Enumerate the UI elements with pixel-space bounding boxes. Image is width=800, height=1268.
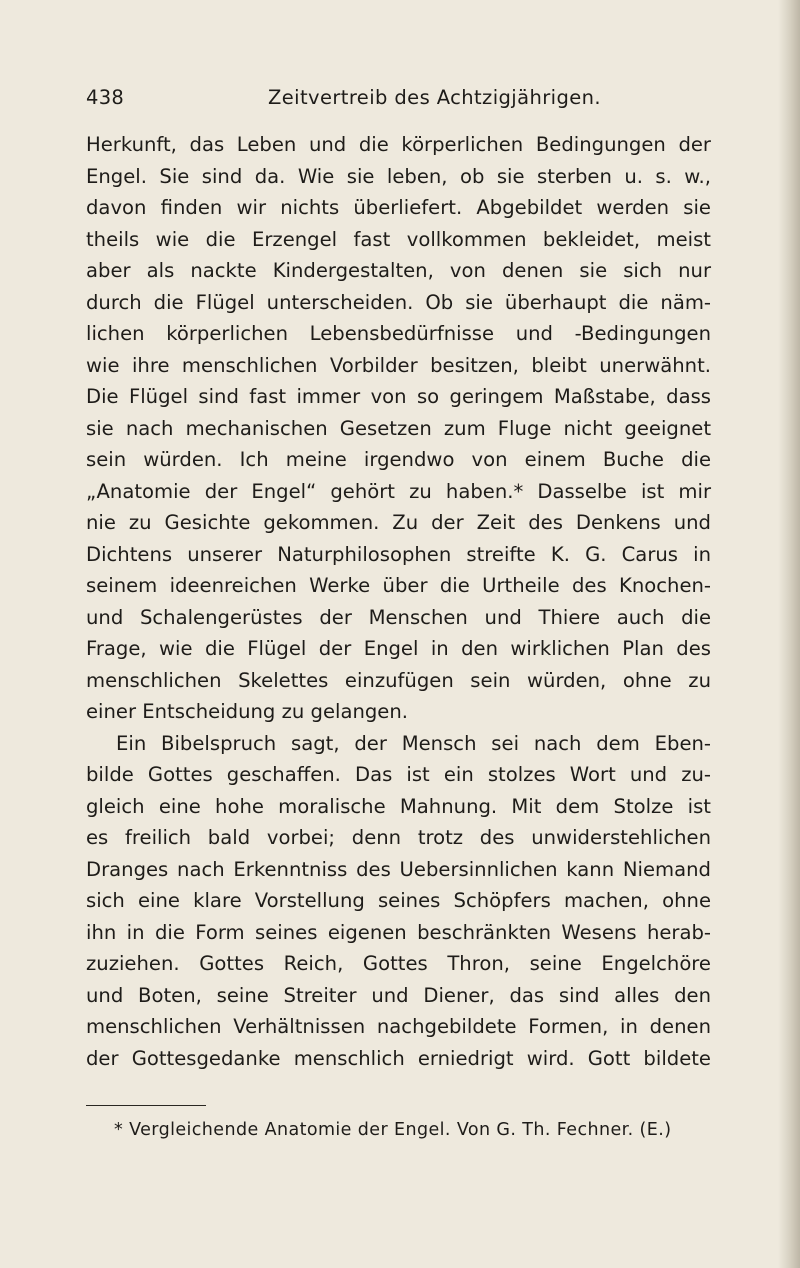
- page-header: [86, 86, 726, 116]
- text-line: einer Entscheidung zu gelangen.: [86, 700, 409, 723]
- text-line: Engel. Sie sind da. Wie sie leben, ob sie sterben u. s. w.,: [86, 164, 711, 188]
- text-line: Ein Bibelspruch sagt, der Mensch sei nach dem Eben-: [116, 731, 711, 755]
- text-line: zuziehen. Gottes Reich, Gottes Thron, seine Engelchöre: [86, 952, 711, 975]
- text-line: durch die Flügel unterscheiden. Ob sie überhaupt die näm-: [86, 290, 711, 314]
- text-line: sich eine klare Vorstellung seines Schöpfers machen, ohne: [86, 889, 711, 912]
- footnote-divider: [86, 1105, 206, 1106]
- text-line: nie zu Gesichte gekommen. Zu der Zeit des Denkens und: [86, 511, 711, 534]
- text-line: Dichtens unserer Naturphilosophen streifte K. G. Carus in: [86, 542, 711, 566]
- text-line: bilde Gottes geschaffen. Das ist ein stolzes Wort und zu-: [86, 763, 711, 786]
- body-text: [86, 129, 711, 1074]
- text-line: menschlichen Verhältnissen nachgebildete Formen, in denen: [86, 1015, 711, 1038]
- text-line: Dranges nach Erkenntniss des Uebersinnlichen kann Niemand: [86, 857, 711, 881]
- text-line: der Gottesgedanke menschlich erniedrigt wird. Gott bildete: [86, 1046, 711, 1070]
- page-number: 438: [86, 86, 125, 109]
- text-line: gleich eine hohe moralische Mahnung. Mit dem Stolze ist: [86, 794, 711, 818]
- text-line: lichen körperlichen Lebensbedürfnisse und -Bedingungen: [86, 322, 711, 345]
- text-line: ihn in die Form seines eigenen beschränkten Wesens herab-: [86, 920, 711, 944]
- running-head: Zeitvertreib des Achtzigjährigen.: [268, 86, 601, 109]
- footnote: * Vergleichende Anatomie der Engel. Von G. Th. Fechner. (E.): [114, 1120, 672, 1140]
- text-line: Frage, wie die Flügel der Engel in den wirklichen Plan des: [86, 637, 711, 660]
- text-line: und Schalengerüstes der Menschen und Thiere auch die: [86, 605, 711, 629]
- text-line: sie nach mechanischen Gesetzen zum Fluge nicht geeignet: [86, 416, 711, 440]
- text-line: es freilich bald vorbei; denn trotz des unwiderstehlichen: [86, 826, 711, 849]
- text-line: Herkunft, das Leben und die körperlichen Bedingungen der: [86, 133, 711, 156]
- page-edge-shadow: [778, 0, 800, 1268]
- text-line: davon finden wir nichts überliefert. Abgebildet werden sie: [86, 196, 711, 219]
- text-line: seinem ideenreichen Werke über die Urtheile des Knochen-: [86, 574, 711, 597]
- text-line: wie ihre menschlichen Vorbilder besitzen, bleibt unerwähnt.: [86, 353, 711, 377]
- text-line: und Boten, seine Streiter und Diener, das sind alles den: [86, 983, 711, 1007]
- text-line: „Anatomie der Engel“ gehört zu haben.* Dasselbe ist mir: [86, 479, 711, 503]
- text-line: menschlichen Skelettes einzufügen sein würden, ohne zu: [86, 668, 711, 692]
- text-line: Die Flügel sind fast immer von so geringem Maßstabe, dass: [86, 385, 711, 408]
- text-line: sein würden. Ich meine irgendwo von einem Buche die: [86, 448, 711, 471]
- text-line: theils wie die Erzengel fast vollkommen bekleidet, meist: [86, 227, 711, 251]
- text-line: aber als nackte Kindergestalten, von denen sie sich nur: [86, 259, 711, 282]
